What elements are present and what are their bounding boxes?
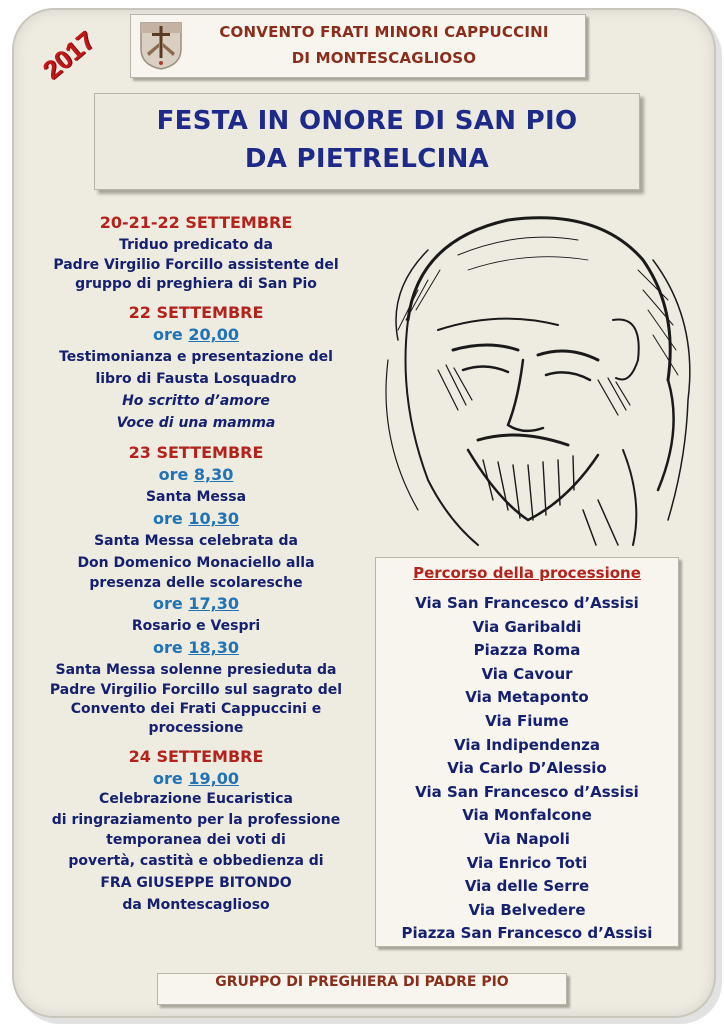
event-text: di ringraziamento per la professione (51, 812, 341, 828)
event-text: Santa Messa solenne presieduta da (55, 662, 337, 678)
time-value: 20,00 (188, 325, 239, 344)
event-text: presenza delle scolaresche (89, 575, 303, 591)
event-text: povertà, castità e obbedienza di (68, 853, 324, 869)
time-prefix: ore (158, 465, 189, 484)
time-prefix: ore (153, 638, 183, 657)
route-title: Percorso della processione (413, 564, 641, 582)
time-prefix: ore (153, 594, 183, 613)
time-prefix: ore (153, 325, 183, 344)
time-value: 18,30 (188, 638, 239, 657)
time-prefix: ore (153, 509, 183, 528)
event-text: gruppo di preghiera di San Pio (75, 276, 317, 292)
date-header: 24 SETTEMBRE (128, 747, 264, 766)
book-title: Ho scritto d’amore (122, 393, 270, 409)
route-item: Via Garibaldi (472, 617, 582, 636)
procession-route-box (375, 557, 679, 947)
title-box (94, 93, 640, 190)
route-item: Via San Francesco d’Assisi (415, 782, 639, 801)
event-text: Don Domenico Monaciello alla (77, 555, 315, 571)
event-text: temporanea dei voti di (106, 832, 286, 848)
schedule (28, 212, 364, 916)
event-text: Rosario e Vespri (131, 618, 261, 634)
route-item: Via Fiume (485, 711, 569, 730)
event-text: Padre Virgilio Forcillo sul sagrato del (49, 682, 343, 698)
route-item: Via Napoli (484, 829, 570, 848)
event-time (28, 637, 364, 659)
page-title-line2: DA PIETRELCINA (244, 144, 490, 174)
event-text: da Montescaglioso (122, 897, 270, 913)
route-item: Via Indipendenza (453, 735, 600, 754)
event-time (28, 593, 364, 615)
page-title-line1: FESTA IN ONORE DI SAN PIO (156, 106, 578, 136)
route-item: Piazza San Francesco d’Assisi (401, 924, 653, 943)
route-item: Via Monfalcone (462, 806, 592, 825)
year-label: 2017 (36, 25, 101, 86)
time-value: 10,30 (188, 509, 239, 528)
event-text: Testimonianza e presentazione del (59, 349, 333, 365)
event-text: Convento dei Frati Cappuccini e (70, 701, 322, 717)
route-item: Via San Francesco d’Assisi (415, 594, 639, 612)
event-text: processione (148, 720, 244, 736)
event-text: FRA GIUSEPPE BITONDO (100, 875, 292, 891)
time-value: 8,30 (193, 465, 234, 484)
convent-name: CONVENTO FRATI MINORI CAPPUCCINI (219, 23, 549, 41)
route-item: Via Cavour (481, 664, 573, 683)
footer-group-name: GRUPPO DI PREGHIERA DI PADRE PIO (157, 973, 567, 1005)
route-item: Piazza Roma (473, 641, 581, 660)
event-time (28, 768, 364, 790)
route-item: Via Enrico Toti (466, 853, 588, 872)
route-item: Via delle Serre (464, 877, 590, 896)
time-value: 17,30 (188, 594, 239, 613)
event-text: Santa Messa (145, 489, 247, 505)
event-time (28, 464, 364, 486)
franciscan-crest-icon (137, 19, 185, 71)
time-prefix: ore (153, 769, 183, 788)
event-text: Celebrazione Eucaristica (99, 791, 293, 807)
route-item: Via Metaponto (465, 688, 589, 707)
route-item: Via Carlo D’Alessio (447, 759, 607, 778)
event-text: Santa Messa celebrata da (94, 533, 298, 549)
book-subtitle: Voce di una mamma (116, 415, 276, 431)
time-value: 19,00 (188, 769, 239, 788)
route-list (376, 592, 678, 946)
event-text: Padre Virgilio Forcillo assistente del (53, 257, 339, 273)
date-header: 23 SETTEMBRE (128, 443, 264, 462)
event-time (28, 508, 364, 530)
padre-pio-sketch (368, 200, 708, 550)
event-text: Triduo predicato da (119, 237, 273, 253)
date-header: 22 SETTEMBRE (128, 303, 264, 322)
event-time (28, 324, 364, 346)
date-header: 20-21-22 SETTEMBRE (99, 213, 293, 232)
convent-location: DI MONTESCAGLIOSO (291, 49, 477, 67)
convent-header (130, 14, 586, 78)
route-item: Via Belvedere (468, 900, 586, 919)
event-text: libro di Fausta Losquadro (95, 371, 297, 387)
